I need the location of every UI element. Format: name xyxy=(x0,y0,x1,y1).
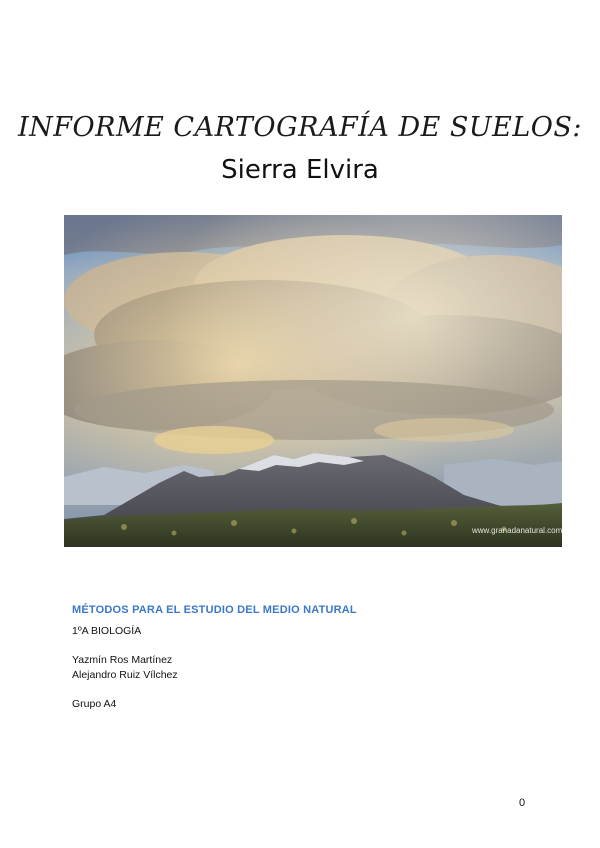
course-year: 1ºA BIOLOGÍA xyxy=(72,625,142,637)
course-title: MÉTODOS PARA EL ESTUDIO DEL MEDIO NATURAL xyxy=(72,604,357,616)
author-name: Yazmín Ros Martínez xyxy=(72,654,173,666)
page-number: 0 xyxy=(519,797,526,809)
document-subtitle: Sierra Elvira xyxy=(221,155,379,185)
group-label: Grupo A4 xyxy=(72,698,117,710)
cover-photo xyxy=(64,215,562,547)
document-title: INFORME CARTOGRAFÍA DE SUELOS: xyxy=(17,112,583,143)
photo-watermark: www.granadanatural.com xyxy=(472,526,562,535)
author-name: Alejandro Ruiz Vílchez xyxy=(72,669,178,681)
